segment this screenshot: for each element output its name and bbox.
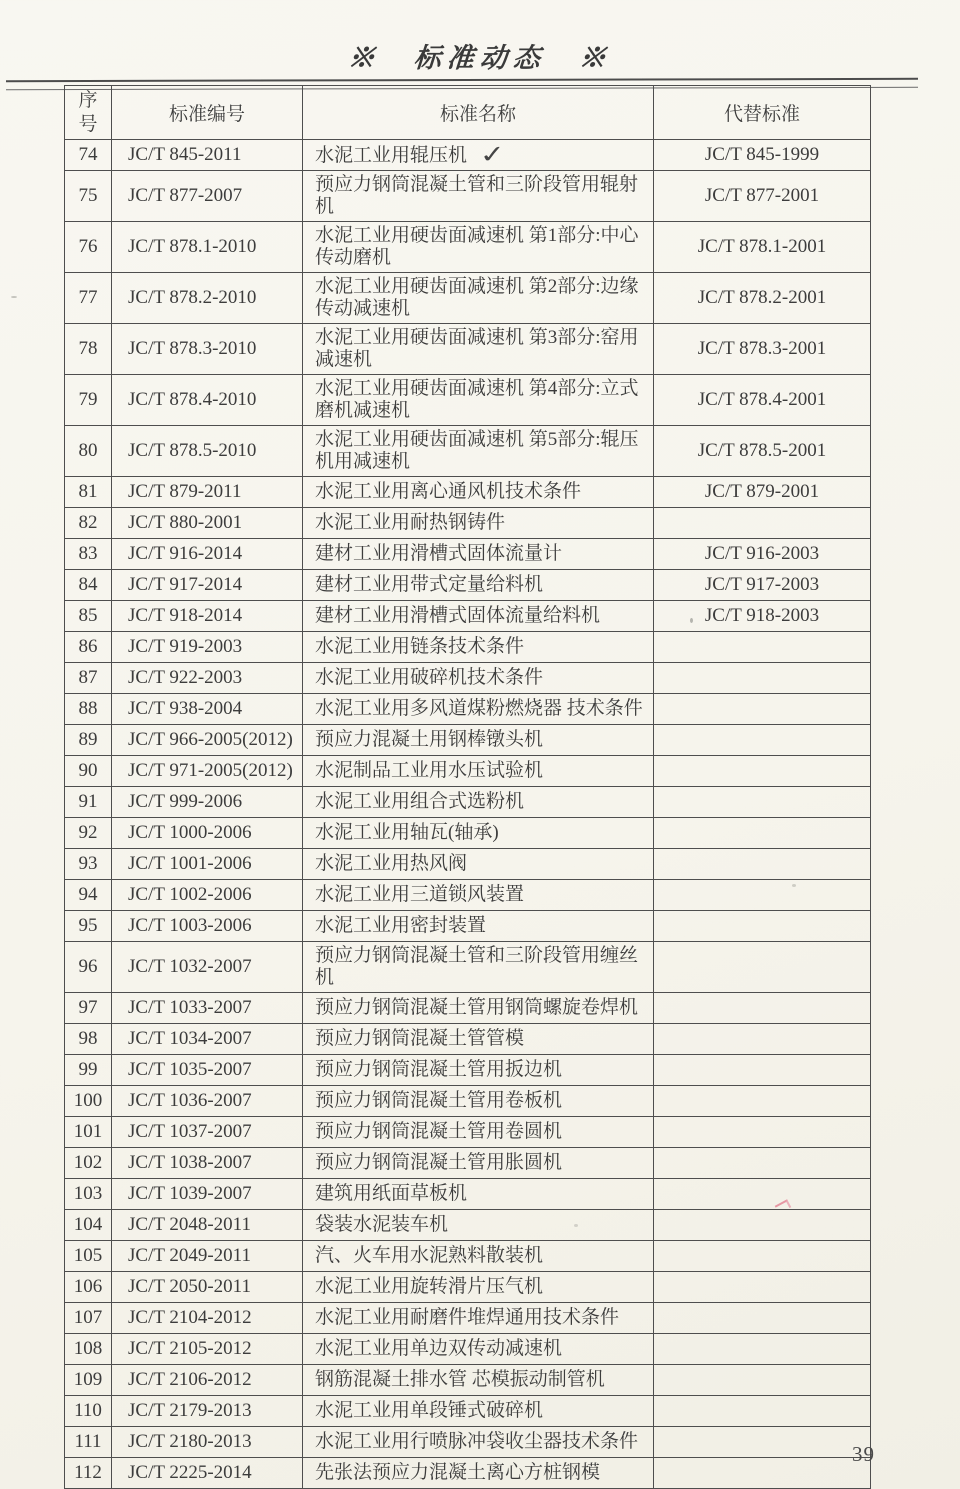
row-replaces-cell xyxy=(654,1365,871,1396)
row-code-cell: JC/T 1032-2007 xyxy=(112,942,303,993)
row-no-cell: 110 xyxy=(65,1396,112,1427)
row-code-cell: JC/T 971-2005(2012) xyxy=(112,756,303,787)
row-no-cell: 74 xyxy=(65,140,112,171)
row-no-cell: 111 xyxy=(65,1427,112,1458)
row-no-cell: 109 xyxy=(65,1365,112,1396)
row-code-cell: JC/T 2106-2012 xyxy=(112,1365,303,1396)
table-row xyxy=(65,140,871,171)
row-code-cell: JC/T 1000-2006 xyxy=(112,818,303,849)
page-number: 39 xyxy=(852,1442,875,1466)
row-code-cell: JC/T 878.3-2010 xyxy=(112,324,303,375)
standard-name-text: 水泥工业用行喷脉冲袋收尘器技术条件 xyxy=(315,1431,639,1452)
page-title: ※ 标准动态 ※ xyxy=(346,43,613,73)
row-replaces-cell xyxy=(654,911,871,942)
standard-name-text: 预应力钢筒混凝土管用扳边机 xyxy=(315,1059,563,1080)
header-no-label: 序号 xyxy=(78,89,98,135)
header-code: 标准编号 xyxy=(112,86,303,140)
row-replaces-cell xyxy=(654,1148,871,1179)
standard-name-text: 水泥工业用旋转滑片压气机 xyxy=(315,1276,544,1297)
standard-name-text: 水泥工业用硬齿面减速机 第3部分:窑用减速机 xyxy=(315,327,639,370)
row-no-cell: 92 xyxy=(65,818,112,849)
row-name-cell xyxy=(303,756,654,787)
standard-name-text: 水泥工业用硬齿面减速机 第2部分:边缘传动减速机 xyxy=(315,276,639,319)
row-no-cell: 79 xyxy=(65,375,112,426)
row-name-cell xyxy=(303,1055,654,1086)
standard-name-text: 水泥工业用链条技术条件 xyxy=(315,636,525,657)
row-name-cell xyxy=(303,539,654,570)
row-replaces-cell: JC/T 878.5-2001 xyxy=(654,426,871,477)
row-name-cell xyxy=(303,993,654,1024)
row-no-cell: 81 xyxy=(65,477,112,508)
row-replaces-cell xyxy=(654,725,871,756)
standard-name-text: 建材工业用带式定量给料机 xyxy=(315,574,544,595)
standard-name-text: 钢筋混凝土排水管 芯模振动制管机 xyxy=(315,1369,605,1390)
table-row xyxy=(65,477,871,508)
table-row xyxy=(65,539,871,570)
table-row xyxy=(65,508,871,539)
table-row xyxy=(65,1365,871,1396)
row-name-cell xyxy=(303,324,654,375)
row-no-cell: 108 xyxy=(65,1334,112,1365)
table-row xyxy=(65,756,871,787)
scan-speck xyxy=(792,884,796,887)
row-replaces-cell xyxy=(654,756,871,787)
row-code-cell: JC/T 999-2006 xyxy=(112,787,303,818)
row-name-cell xyxy=(303,911,654,942)
row-name-cell xyxy=(303,1396,654,1427)
row-replaces-cell: JC/T 845-1999 xyxy=(654,140,871,171)
row-no-cell: 102 xyxy=(65,1148,112,1179)
table-row xyxy=(65,849,871,880)
row-name-cell xyxy=(303,1272,654,1303)
row-replaces-cell: JC/T 918-2003 xyxy=(654,601,871,632)
row-name-cell xyxy=(303,1179,654,1210)
row-no-cell: 90 xyxy=(65,756,112,787)
table-row xyxy=(65,725,871,756)
row-code-cell: JC/T 1003-2006 xyxy=(112,911,303,942)
table-row xyxy=(65,1055,871,1086)
header-name: 标准名称 xyxy=(303,86,654,140)
standard-name-text: 水泥工业用硬齿面减速机 第1部分:中心传动磨机 xyxy=(315,225,639,268)
table-row xyxy=(65,1458,871,1489)
row-no-cell: 77 xyxy=(65,273,112,324)
standard-name-text: 预应力钢筒混凝土管管模 xyxy=(315,1028,525,1049)
row-code-cell: JC/T 878.5-2010 xyxy=(112,426,303,477)
row-replaces-cell xyxy=(654,1303,871,1334)
row-name-cell xyxy=(303,1303,654,1334)
table-row xyxy=(65,1303,871,1334)
row-code-cell: JC/T 966-2005(2012) xyxy=(112,725,303,756)
row-name-cell xyxy=(303,1427,654,1458)
standard-name-text: 汽、火车用水泥熟料散装机 xyxy=(315,1245,544,1266)
row-code-cell: JC/T 2049-2011 xyxy=(112,1241,303,1272)
row-replaces-cell xyxy=(654,1334,871,1365)
standard-name-text: 预应力钢筒混凝土管和三阶段管用缠丝机 xyxy=(315,945,639,988)
standard-name-text: 预应力钢筒混凝土管用钢筒螺旋卷焊机 xyxy=(315,997,639,1018)
standard-name-text: 预应力钢筒混凝土管用卷圆机 xyxy=(315,1121,563,1142)
row-no-cell: 87 xyxy=(65,663,112,694)
row-code-cell: JC/T 2105-2012 xyxy=(112,1334,303,1365)
row-name-cell xyxy=(303,477,654,508)
standard-name-text: 水泥工业用耐热钢铸件 xyxy=(315,512,506,533)
table-row xyxy=(65,1334,871,1365)
row-replaces-cell xyxy=(654,694,871,725)
table-row xyxy=(65,1396,871,1427)
row-code-cell: JC/T 879-2011 xyxy=(112,477,303,508)
scan-speck xyxy=(690,618,693,623)
row-no-cell: 85 xyxy=(65,601,112,632)
row-replaces-cell xyxy=(654,1179,871,1210)
row-no-cell: 86 xyxy=(65,632,112,663)
row-name-cell xyxy=(303,1117,654,1148)
row-code-cell: JC/T 919-2003 xyxy=(112,632,303,663)
row-name-cell xyxy=(303,694,654,725)
table-row xyxy=(65,426,871,477)
row-replaces-cell xyxy=(654,663,871,694)
standard-name-text: 水泥工业用轴瓦(轴承) xyxy=(315,822,499,843)
standard-name-text: 水泥工业用三道锁风装置 xyxy=(315,884,525,905)
row-no-cell: 89 xyxy=(65,725,112,756)
row-name-cell xyxy=(303,787,654,818)
row-no-cell: 103 xyxy=(65,1179,112,1210)
row-name-cell xyxy=(303,1241,654,1272)
standard-name-text: 水泥工业用密封装置 xyxy=(315,915,487,936)
standard-name-text: 水泥工业用单边双传动减速机 xyxy=(315,1338,563,1359)
table-row xyxy=(65,273,871,324)
row-name-cell xyxy=(303,632,654,663)
row-name-cell xyxy=(303,570,654,601)
row-no-cell: 75 xyxy=(65,171,112,222)
row-code-cell: JC/T 1039-2007 xyxy=(112,1179,303,1210)
standard-name-text: 水泥工业用组合式选粉机 xyxy=(315,791,525,812)
table-row xyxy=(65,880,871,911)
row-name-cell xyxy=(303,1458,654,1489)
row-code-cell: JC/T 916-2014 xyxy=(112,539,303,570)
row-replaces-cell xyxy=(654,818,871,849)
row-no-cell: 98 xyxy=(65,1024,112,1055)
standard-name-text: 建材工业用滑槽式固体流量计 xyxy=(315,543,563,564)
row-replaces-cell xyxy=(654,1055,871,1086)
row-code-cell: JC/T 917-2014 xyxy=(112,570,303,601)
row-replaces-cell xyxy=(654,1427,871,1458)
table-row xyxy=(65,694,871,725)
row-no-cell: 80 xyxy=(65,426,112,477)
row-name-cell xyxy=(303,880,654,911)
header-replaces: 代替标准 xyxy=(654,86,871,140)
row-replaces-cell xyxy=(654,1210,871,1241)
table-row xyxy=(65,1272,871,1303)
table-row xyxy=(65,601,871,632)
row-code-cell: JC/T 2180-2013 xyxy=(112,1427,303,1458)
row-code-cell: JC/T 922-2003 xyxy=(112,663,303,694)
table-row xyxy=(65,1179,871,1210)
row-replaces-cell: JC/T 878.4-2001 xyxy=(654,375,871,426)
table-row xyxy=(65,1086,871,1117)
standard-name-text: 水泥工业用热风阀 xyxy=(315,853,468,874)
row-code-cell: JC/T 1002-2006 xyxy=(112,880,303,911)
table-row xyxy=(65,1024,871,1055)
row-no-cell: 94 xyxy=(65,880,112,911)
row-name-cell xyxy=(303,222,654,273)
row-code-cell: JC/T 878.2-2010 xyxy=(112,273,303,324)
row-name-cell xyxy=(303,1148,654,1179)
row-code-cell: JC/T 1035-2007 xyxy=(112,1055,303,1086)
standards-table-body xyxy=(65,140,871,1489)
row-name-cell xyxy=(303,171,654,222)
row-no-cell: 83 xyxy=(65,539,112,570)
row-name-cell xyxy=(303,508,654,539)
table-row xyxy=(65,1210,871,1241)
row-replaces-cell xyxy=(654,1117,871,1148)
row-replaces-cell: JC/T 878.3-2001 xyxy=(654,324,871,375)
row-code-cell: JC/T 2179-2013 xyxy=(112,1396,303,1427)
row-replaces-cell xyxy=(654,1272,871,1303)
row-code-cell: JC/T 1034-2007 xyxy=(112,1024,303,1055)
standard-name-text: 建筑用纸面草板机 xyxy=(315,1183,468,1204)
standard-name-text: 水泥工业用硬齿面减速机 第4部分:立式磨机减速机 xyxy=(315,378,639,421)
standard-name-text: 预应力钢筒混凝土管用卷板机 xyxy=(315,1090,563,1111)
row-name-cell xyxy=(303,1086,654,1117)
table-row xyxy=(65,1241,871,1272)
standard-name-text: 水泥工业用单段锤式破碎机 xyxy=(315,1400,544,1421)
table-row xyxy=(65,993,871,1024)
table-row xyxy=(65,942,871,993)
row-code-cell: JC/T 2104-2012 xyxy=(112,1303,303,1334)
table-row xyxy=(65,324,871,375)
row-replaces-cell xyxy=(654,1024,871,1055)
standard-name-text: 水泥工业用辊压机 xyxy=(315,145,468,166)
header-no xyxy=(65,86,112,140)
row-replaces-cell xyxy=(654,508,871,539)
table-row xyxy=(65,171,871,222)
row-no-cell: 112 xyxy=(65,1458,112,1489)
row-no-cell: 88 xyxy=(65,694,112,725)
row-replaces-cell: JC/T 917-2003 xyxy=(654,570,871,601)
row-code-cell: JC/T 877-2007 xyxy=(112,171,303,222)
row-no-cell: 82 xyxy=(65,508,112,539)
row-name-cell xyxy=(303,426,654,477)
standards-table xyxy=(64,85,871,1489)
row-name-cell xyxy=(303,601,654,632)
table-row xyxy=(65,222,871,273)
standard-name-text: 袋装水泥装车机 xyxy=(315,1214,449,1235)
row-replaces-cell xyxy=(654,1086,871,1117)
row-code-cell: JC/T 2048-2011 xyxy=(112,1210,303,1241)
row-no-cell: 101 xyxy=(65,1117,112,1148)
row-code-cell: JC/T 2225-2014 xyxy=(112,1458,303,1489)
standard-name-text: 水泥工业用离心通风机技术条件 xyxy=(315,481,582,502)
row-name-cell xyxy=(303,1210,654,1241)
row-no-cell: 106 xyxy=(65,1272,112,1303)
header-row xyxy=(65,86,871,140)
row-replaces-cell xyxy=(654,942,871,993)
row-code-cell: JC/T 1037-2007 xyxy=(112,1117,303,1148)
row-name-cell xyxy=(303,140,654,171)
row-code-cell: JC/T 918-2014 xyxy=(112,601,303,632)
table-row xyxy=(65,1427,871,1458)
standard-name-text: 预应力混凝土用钢棒镦头机 xyxy=(315,729,544,750)
row-no-cell: 95 xyxy=(65,911,112,942)
standard-name-text: 水泥工业用破碎机技术条件 xyxy=(315,667,544,688)
row-replaces-cell: JC/T 878.1-2001 xyxy=(654,222,871,273)
standard-name-text: 水泥制品工业用水压试验机 xyxy=(315,760,544,781)
row-name-cell xyxy=(303,1365,654,1396)
row-code-cell: JC/T 1001-2006 xyxy=(112,849,303,880)
row-no-cell: 99 xyxy=(65,1055,112,1086)
standard-name-text: 水泥工业用多风道煤粉燃烧器 技术条件 xyxy=(315,698,643,719)
row-name-cell xyxy=(303,663,654,694)
scan-speck xyxy=(11,296,17,298)
table-row xyxy=(65,663,871,694)
row-code-cell: JC/T 845-2011 xyxy=(112,140,303,171)
row-name-cell xyxy=(303,849,654,880)
row-name-cell xyxy=(303,942,654,993)
table-row xyxy=(65,1117,871,1148)
row-code-cell: JC/T 1033-2007 xyxy=(112,993,303,1024)
row-replaces-cell xyxy=(654,1241,871,1272)
table-row xyxy=(65,911,871,942)
row-no-cell: 100 xyxy=(65,1086,112,1117)
row-no-cell: 91 xyxy=(65,787,112,818)
row-name-cell xyxy=(303,1024,654,1055)
row-replaces-cell xyxy=(654,632,871,663)
row-replaces-cell: JC/T 877-2001 xyxy=(654,171,871,222)
row-replaces-cell: JC/T 879-2001 xyxy=(654,477,871,508)
standard-name-text: 水泥工业用硬齿面减速机 第5部分:辊压机用减速机 xyxy=(315,429,639,472)
row-no-cell: 93 xyxy=(65,849,112,880)
standard-name-text: 预应力钢筒混凝土管和三阶段管用辊射机 xyxy=(315,174,639,217)
handwritten-checkmark: ✓ xyxy=(478,140,507,169)
standards-table-header xyxy=(65,86,871,140)
row-replaces-cell: JC/T 916-2003 xyxy=(654,539,871,570)
row-name-cell xyxy=(303,375,654,426)
row-no-cell: 104 xyxy=(65,1210,112,1241)
row-no-cell: 105 xyxy=(65,1241,112,1272)
row-name-cell xyxy=(303,725,654,756)
row-no-cell: 84 xyxy=(65,570,112,601)
standard-name-text: 预应力钢筒混凝土管用胀圆机 xyxy=(315,1152,563,1173)
row-replaces-cell xyxy=(654,849,871,880)
table-row xyxy=(65,570,871,601)
row-replaces-cell xyxy=(654,1458,871,1489)
row-no-cell: 96 xyxy=(65,942,112,993)
row-name-cell xyxy=(303,818,654,849)
row-no-cell: 97 xyxy=(65,993,112,1024)
row-no-cell: 78 xyxy=(65,324,112,375)
row-code-cell: JC/T 878.1-2010 xyxy=(112,222,303,273)
row-code-cell: JC/T 2050-2011 xyxy=(112,1272,303,1303)
row-replaces-cell: JC/T 878.2-2001 xyxy=(654,273,871,324)
row-replaces-cell xyxy=(654,1396,871,1427)
standard-name-text: 水泥工业用耐磨件堆焊通用技术条件 xyxy=(315,1307,620,1328)
scan-speck xyxy=(574,1224,578,1227)
row-no-cell: 76 xyxy=(65,222,112,273)
row-no-cell: 107 xyxy=(65,1303,112,1334)
standard-name-text: 先张法预应力混凝土离心方桩钢模 xyxy=(315,1462,601,1483)
row-replaces-cell xyxy=(654,993,871,1024)
table-row xyxy=(65,632,871,663)
table-row xyxy=(65,375,871,426)
row-code-cell: JC/T 878.4-2010 xyxy=(112,375,303,426)
row-replaces-cell xyxy=(654,880,871,911)
table-row xyxy=(65,1148,871,1179)
row-replaces-cell xyxy=(654,787,871,818)
row-code-cell: JC/T 938-2004 xyxy=(112,694,303,725)
row-code-cell: JC/T 1036-2007 xyxy=(112,1086,303,1117)
standard-name-text: 建材工业用滑槽式固体流量给料机 xyxy=(315,605,601,626)
table-row xyxy=(65,787,871,818)
row-name-cell xyxy=(303,273,654,324)
row-name-cell xyxy=(303,1334,654,1365)
row-code-cell: JC/T 1038-2007 xyxy=(112,1148,303,1179)
row-code-cell: JC/T 880-2001 xyxy=(112,508,303,539)
table-row xyxy=(65,818,871,849)
